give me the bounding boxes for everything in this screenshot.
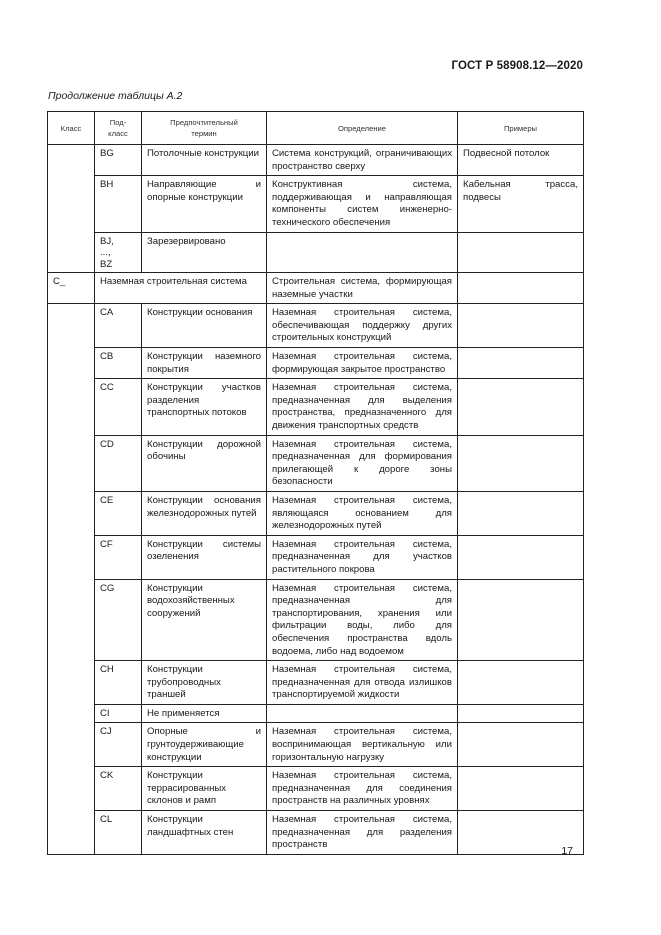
cell-subclass: BJ, ..., BZ <box>95 232 142 273</box>
table-caption: Продолжение таблицы А.2 <box>48 90 183 102</box>
cell-term: Конструкции системы озеленения <box>142 535 267 579</box>
table-row <box>48 579 584 661</box>
cell-definition: Наземная строительная система, воспринимающая вертикальную или горизонтальную нагрузку <box>267 723 458 767</box>
cell-examples <box>458 379 584 435</box>
cell-examples <box>458 435 584 491</box>
table-row <box>48 767 584 811</box>
cell-term: Направляющие и опорные конструкции <box>142 176 267 232</box>
table-row <box>48 535 584 579</box>
cell-term: Конструкции участков разделения транспортных потоков <box>142 379 267 435</box>
cell-examples <box>458 535 584 579</box>
cell-term: Не применяется <box>142 704 267 723</box>
header-term: Предпочтительный термин <box>142 112 267 145</box>
table-row <box>48 661 584 705</box>
table-row <box>48 379 584 435</box>
cell-subclass: CH <box>95 661 142 705</box>
cell-examples <box>458 661 584 705</box>
cell-term: Зарезервировано <box>142 232 267 273</box>
cell-term: Наземная строительная система <box>95 273 267 304</box>
cell-subclass: CB <box>95 348 142 379</box>
table-row <box>48 704 584 723</box>
cell-subclass: CF <box>95 535 142 579</box>
table-row <box>48 304 584 348</box>
cell-definition: Наземная строительная система, предназначенная для формирования прилегающей к дороге зоны безопасности <box>267 435 458 491</box>
cell-class: C_ <box>48 273 95 304</box>
header-subclass: Под- класс <box>95 112 142 145</box>
cell-subclass: CL <box>95 811 142 855</box>
table-row <box>48 723 584 767</box>
table-row <box>48 176 584 232</box>
header-examples: Примеры <box>458 112 584 145</box>
cell-examples <box>458 348 584 379</box>
cell-definition: Наземная строительная система, предназначенная для участков растительного покрова <box>267 535 458 579</box>
cell-subclass: CE <box>95 491 142 535</box>
cell-subclass: BH <box>95 176 142 232</box>
cell-subclass: CA <box>95 304 142 348</box>
table-row <box>48 491 584 535</box>
cell-subclass: CC <box>95 379 142 435</box>
header-definition: Определение <box>267 112 458 145</box>
cell-definition: Конструктивная система, поддерживающая и направляющая компоненты систем инженерно-технического обеспечения <box>267 176 458 232</box>
cell-subclass: CI <box>95 704 142 723</box>
cell-examples <box>458 767 584 811</box>
cell-subclass: CK <box>95 767 142 811</box>
cell-term: Конструкции основания железнодорожных путей <box>142 491 267 535</box>
cell-examples <box>458 273 584 304</box>
cell-term: Опорные и грунтоудерживающие конструкции <box>142 723 267 767</box>
cell-term: Конструкции основания <box>142 304 267 348</box>
table-row <box>48 811 584 855</box>
cell-definition <box>267 232 458 273</box>
document-code: ГОСТ Р 58908.12—2020 <box>451 60 583 72</box>
classification-table <box>47 111 584 855</box>
cell-term: Конструкции террасированных склонов и рамп <box>142 767 267 811</box>
cell-examples: Кабельная трасса, подвесы <box>458 176 584 232</box>
cell-examples <box>458 579 584 661</box>
cell-definition: Система конструкций, ограничивающих пространство сверху <box>267 145 458 176</box>
cell-definition: Наземная строительная система, предназначенная для соединения пространств на различных уровнях <box>267 767 458 811</box>
cell-class <box>48 304 95 855</box>
cell-term: Конструкции ландшафтных стен <box>142 811 267 855</box>
page-number: 17 <box>561 845 573 857</box>
cell-subclass: CJ <box>95 723 142 767</box>
table-row <box>48 348 584 379</box>
table-row <box>48 273 584 304</box>
cell-definition: Наземная строительная система, обеспечивающая поддержку других строительных конструкций <box>267 304 458 348</box>
table-row <box>48 435 584 491</box>
cell-definition: Наземная строительная система, предназначенная для выделения пространства, предназначенного для движения транспортных средств <box>267 379 458 435</box>
table-header-row <box>48 112 584 145</box>
cell-definition: Наземная строительная система, предназначенная для отвода излишков транспортируемой жидкости <box>267 661 458 705</box>
cell-subclass: CD <box>95 435 142 491</box>
cell-definition <box>267 704 458 723</box>
cell-term: Конструкции трубопроводных траншей <box>142 661 267 705</box>
cell-examples <box>458 723 584 767</box>
cell-term: Потолочные конструкции <box>142 145 267 176</box>
cell-term: Конструкции наземного покрытия <box>142 348 267 379</box>
cell-examples <box>458 232 584 273</box>
cell-examples <box>458 491 584 535</box>
cell-definition: Наземная строительная система, предназначенная для транспортирования, хранения или фильтрации воды, либо для обеспечения пространства вдоль водоема, либо над водоемом <box>267 579 458 661</box>
cell-definition: Наземная строительная система, предназначенная для разделения пространств <box>267 811 458 855</box>
header-class: Класс <box>48 112 95 145</box>
cell-term: Конструкции дорожной обочины <box>142 435 267 491</box>
cell-definition: Наземная строительная система, формирующая закрытое пространство <box>267 348 458 379</box>
table-row <box>48 145 584 176</box>
cell-examples <box>458 304 584 348</box>
cell-examples <box>458 704 584 723</box>
cell-subclass: BG <box>95 145 142 176</box>
cell-term: Конструкции водохозяйственных сооружений <box>142 579 267 661</box>
cell-class <box>48 145 95 273</box>
cell-definition: Строительная система, формирующая наземные участки <box>267 273 458 304</box>
cell-definition: Наземная строительная система, являющаяся основанием для железнодорожных путей <box>267 491 458 535</box>
cell-subclass: CG <box>95 579 142 661</box>
table-row <box>48 232 584 273</box>
cell-examples: Подвесной потолок <box>458 145 584 176</box>
